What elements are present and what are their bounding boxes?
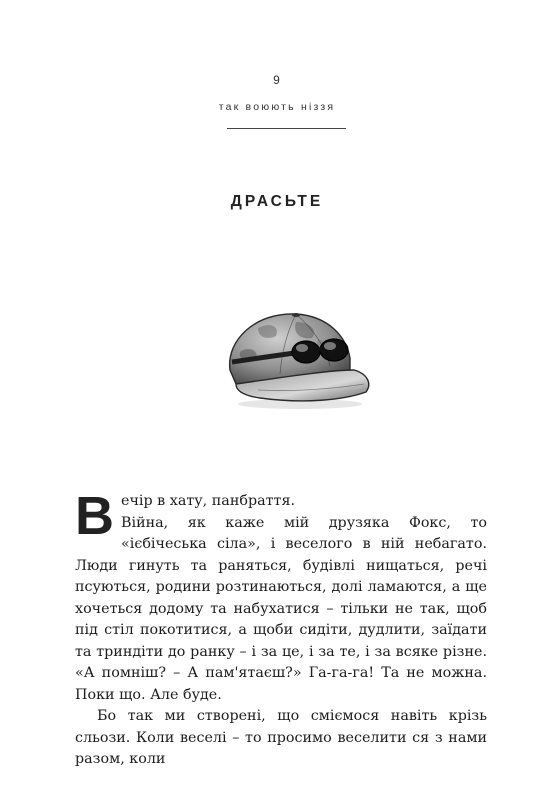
running-head: так воюють ніззя: [218, 101, 336, 113]
header-rule: [227, 128, 346, 129]
paragraph-1-text: ечір в хату, панбраття.: [121, 493, 296, 509]
paragraph-2: Війна, як каже мій друзяка Фокс, то «ієбічеська сіла», і веселого в ній небагато. Люди гинуть та раняться, будівлі нищаться, речі псуються, родини розтинаються, долі ламаются, а ще хочеться додому та набухатися – тільки не так, щоб під стіл покотитися, а щоби сидіти, дудлити, заїдати та триндіти до ранку – і за це, і за те, і за всяке різне. «А помніш? – А пам'ятаєш?» Га-га-га! Та не можна. Поки що. Але буде.: [75, 514, 487, 703]
paragraph-3: Бо так ми створені, що сміємося навіть крізь сльози. Коли веселі – то просимо веселити ся з нами разом, коли: [75, 708, 487, 767]
cap-with-goggles-icon: [218, 300, 378, 415]
drop-cap: В: [75, 486, 114, 546]
chapter-title: ДРАСЬТЕ: [230, 193, 324, 210]
body-text: [75, 486, 487, 771]
page-number: 9: [273, 73, 281, 87]
paragraph-1: [75, 486, 487, 546]
